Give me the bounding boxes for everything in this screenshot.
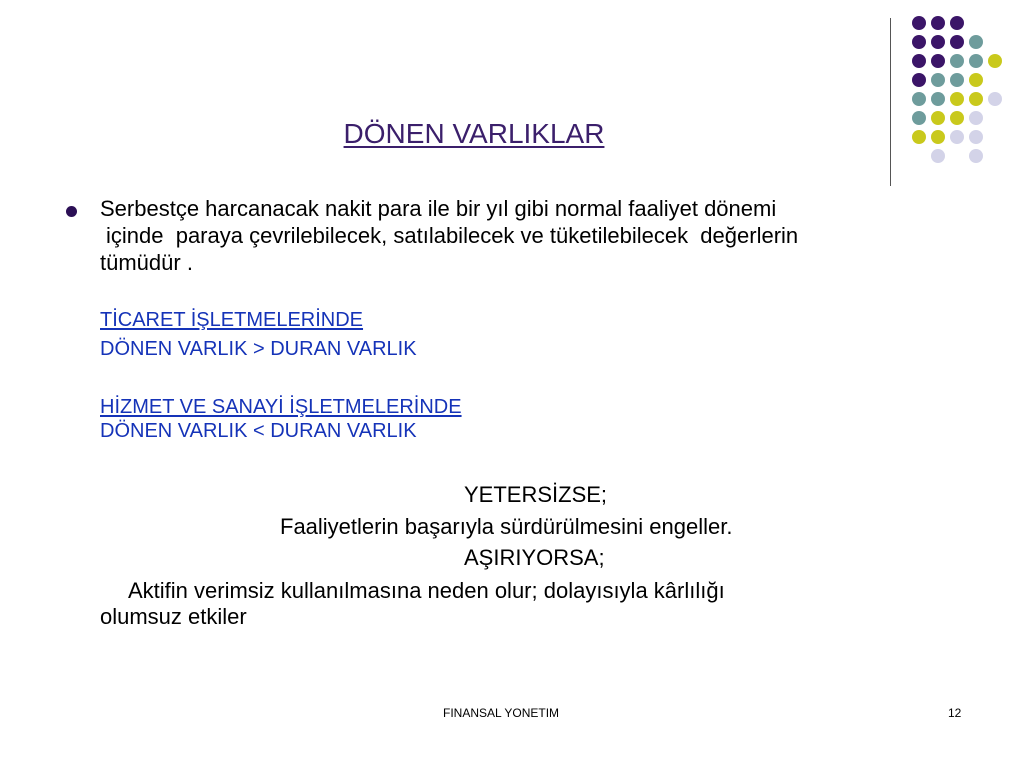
decoration-dot — [931, 92, 945, 106]
decoration-dot — [988, 92, 1002, 106]
decoration-dot — [950, 16, 964, 30]
slide-title: DÖNEN VARLIKLAR — [343, 118, 605, 149]
definition-line-2: içinde paraya çevrilebilecek, satılabilecek ve tüketilebilecek değerlerin — [106, 223, 799, 248]
decoration-dot — [988, 54, 1002, 68]
decoration-dot — [912, 35, 926, 49]
decoration-dot — [912, 73, 926, 87]
definition-text — [100, 195, 980, 276]
footer-page-number: 12 — [948, 706, 962, 720]
decoration-dot — [950, 111, 964, 125]
divider-line — [890, 18, 891, 186]
decoration-dot — [969, 73, 983, 87]
excessive-line-2: olumsuz etkiler — [100, 604, 247, 629]
decoration-dot — [969, 130, 983, 144]
footer-course: FINANSAL YONETIM — [443, 706, 560, 720]
decoration-dot — [912, 54, 926, 68]
decoration-dot — [950, 130, 964, 144]
excessive-label: AŞIRIYORSA; — [464, 545, 605, 570]
bullet-icon — [66, 206, 77, 217]
definition-line-3: tümüdür . — [100, 250, 193, 275]
trade-relation: DÖNEN VARLIK > DURAN VARLIK — [100, 338, 417, 360]
service-heading: HİZMET VE SANAYİ İŞLETMELERİNDE — [100, 396, 462, 418]
decoration-dot — [969, 35, 983, 49]
decoration-dot — [912, 16, 926, 30]
decoration-dot — [931, 73, 945, 87]
decoration-dot — [950, 73, 964, 87]
definition-line-1: Serbestçe harcanacak nakit para ile bir yıl gibi normal faaliyet dönemi — [100, 196, 777, 221]
trade-heading: TİCARET İŞLETMELERİNDE — [100, 309, 364, 331]
excessive-line-1: Aktifin verimsiz kullanılmasına neden olur; dolayısıyla kârlılığı — [128, 578, 725, 603]
decoration-dot — [931, 149, 945, 163]
insufficient-text: Faaliyetlerin başarıyla sürdürülmesini engeller. — [280, 514, 733, 539]
decoration-dot — [931, 16, 945, 30]
decoration-dot — [969, 92, 983, 106]
dot-grid-decoration-icon — [0, 0, 1024, 200]
decoration-dot — [969, 54, 983, 68]
decoration-dot — [931, 54, 945, 68]
decoration-dot — [912, 92, 926, 106]
decoration-dot — [931, 35, 945, 49]
decoration-dot — [969, 149, 983, 163]
decoration-dot — [969, 111, 983, 125]
decoration-dot — [950, 35, 964, 49]
service-relation: DÖNEN VARLIK < DURAN VARLIK — [100, 420, 417, 442]
decoration-dot — [950, 54, 964, 68]
insufficient-label: YETERSİZSE; — [464, 482, 608, 507]
decoration-dot — [950, 92, 964, 106]
